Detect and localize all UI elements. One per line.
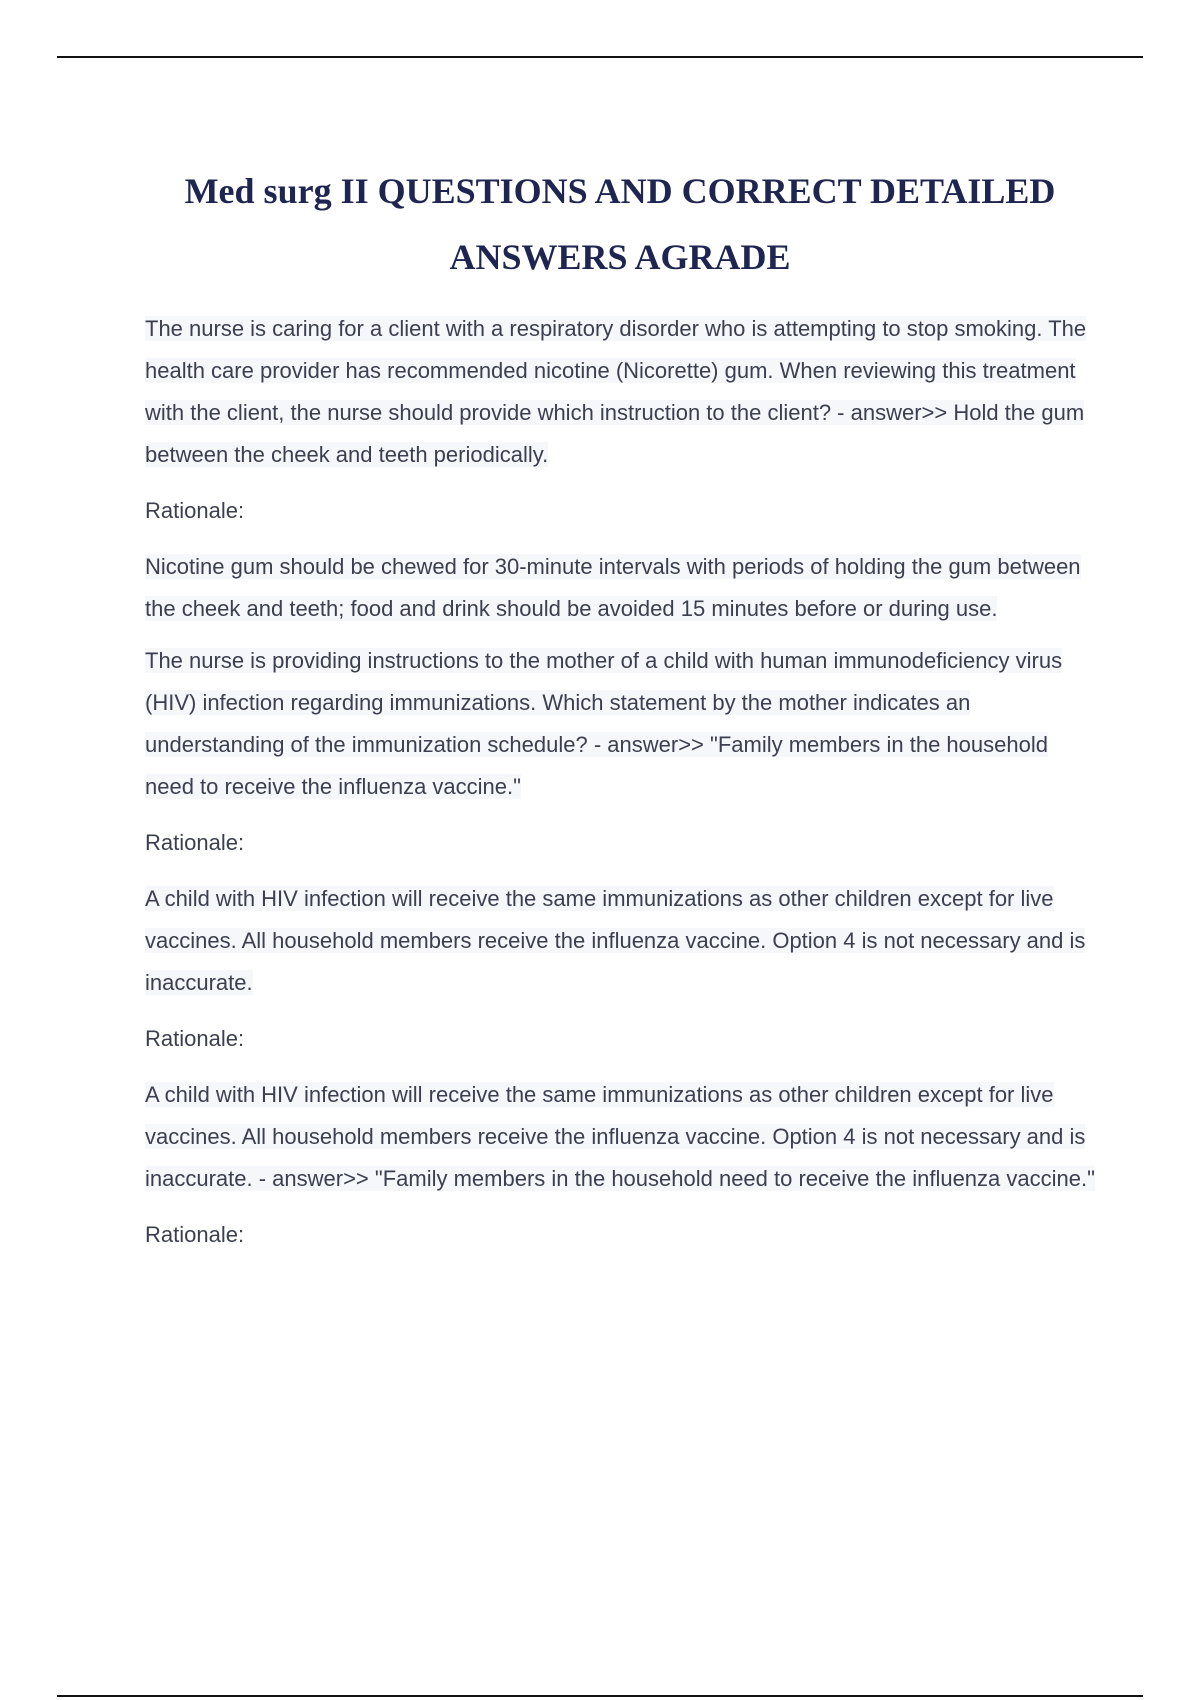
top-rule [57,56,1143,58]
rationale-text: Nicotine gum should be chewed for 30-minute intervals with periods of holding the gum between the cheek and teeth; food and drink should be avoided 15 minutes before or during use. [145,554,1081,621]
document-title: Med surg II QUESTIONS AND CORRECT DETAILED ANSWERS AGRADE [184,171,1056,277]
rationale-paragraph [145,546,1095,630]
rationale-text: A child with HIV infection will receive the same immunizations as other children except for live vaccines. All household members receive the influenza vaccine. Option 4 is not necessary and is inaccurate. - answer>> "Family members in the household need to receive the influenza vaccine." [145,1082,1095,1191]
question-paragraph [145,640,1095,808]
question-text: The nurse is providing instructions to the mother of a child with human immunodeficiency virus (HIV) infection regarding immunizations. Which statement by the mother indicates an understanding of the immunization schedule? - answer>> "Family members in the household need to receive the influenza vaccine." [145,648,1063,799]
question-text: The nurse is caring for a client with a respiratory disorder who is attempting to stop smoking. The health care provider has recommended nicotine (Nicorette) gum. When reviewing this treatment with the client, the nurse should provide which instruction to the client? - answer>> Hold the gum between the cheek and teeth periodically. [145,316,1087,467]
rationale-paragraph [145,878,1095,1004]
rationale-text: A child with HIV infection will receive the same immunizations as other children except for live vaccines. All household members receive the influenza vaccine. Option 4 is not necessary and is inaccurate. [145,886,1086,995]
rationale-label: Rationale: [145,830,245,855]
rationale-label: Rationale: [145,498,245,523]
document-body [145,308,1095,1270]
question-paragraph [145,308,1095,476]
rationale-label: Rationale: [145,1222,245,1247]
rationale-paragraph [145,1074,1095,1200]
bottom-rule [57,1695,1143,1697]
rationale-label: Rationale: [145,1026,245,1051]
